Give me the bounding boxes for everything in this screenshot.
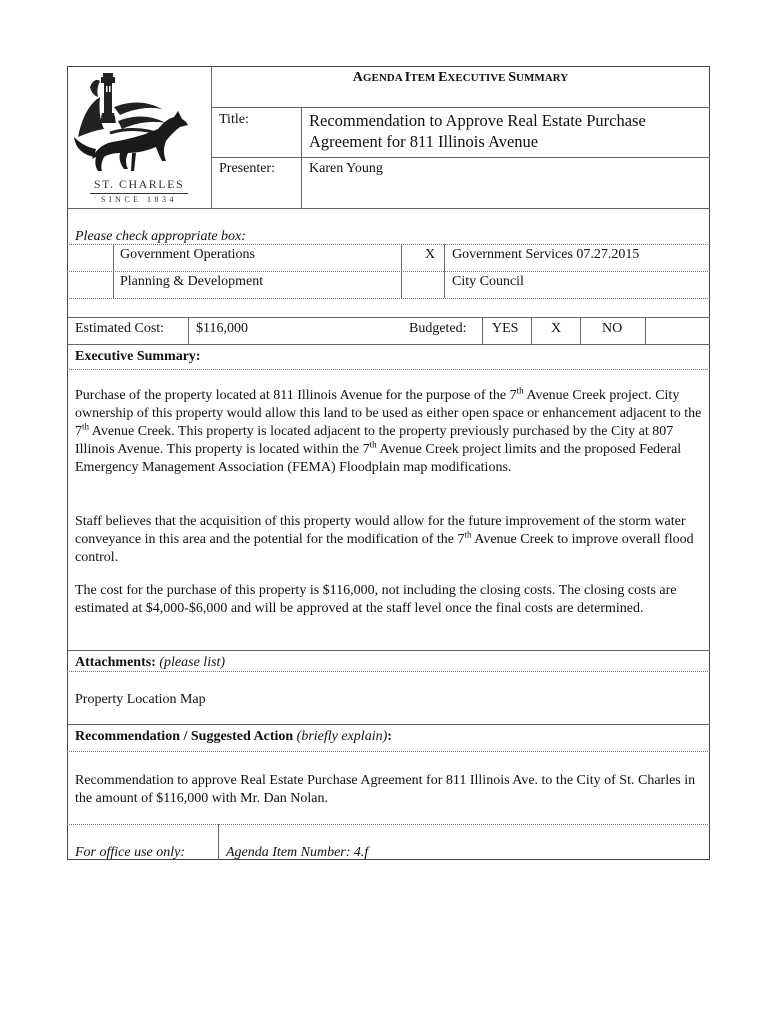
option-city-council: City Council	[452, 274, 524, 289]
presenter-value: Karen Young	[309, 161, 383, 176]
recommendation-text: Recommendation to approve Real Estate Purchase Agreement for 811 Illinois Ave. to the City of St. Charles in the amount of $116,000 with Mr. Dan Nolan.	[75, 773, 696, 806]
budgeted-no-label: NO	[602, 321, 623, 336]
executive-summary-paragraph-3: The cost for the purchase of this property is $116,000, not including the closing costs. The closing costs are estimated at $4,000-$6,000 and will be approved at the staff level once the final costs are determined.	[75, 583, 677, 616]
agenda-item-number: Agenda Item Number: 4.f	[226, 845, 369, 860]
logo-since: SINCE 1834	[100, 195, 178, 204]
presenter-label: Presenter:	[219, 161, 275, 176]
estimated-cost-value: $116,000	[196, 321, 248, 336]
executive-summary-paragraph-2: Staff believes that the acquisition of this property would allow for the future improvement of the storm water conveyance in this area and the potential for the modification of the 7th Avenue Creek to improve overall flood control.	[75, 514, 694, 565]
budgeted-yes-mark[interactable]: X	[551, 321, 562, 336]
estimated-cost-label: Estimated Cost:	[75, 321, 165, 336]
logo-city-name: ST. CHARLES	[93, 177, 185, 191]
executive-summary-heading: Executive Summary:	[75, 349, 201, 364]
form-title: AGENDA ITEM EXECUTIVE SUMMARY	[352, 70, 569, 85]
fox-tower-emblem-icon	[70, 67, 208, 175]
title-value-line2: Agreement for 811 Illinois Avenue	[309, 132, 539, 151]
st-charles-logo	[70, 67, 208, 207]
budgeted-yes-label: YES	[492, 321, 519, 336]
title-label: Title:	[219, 112, 249, 127]
executive-summary-paragraph-1: Purchase of the property located at 811 Illinois Avenue for the purpose of the 7th Avenue Creek project. City ownership of this property would allow this land to be used as either open space or enhancement adjacent to the 7th Avenue Creek. This property is located adjacent to the property previously purchased by the City at 807 Illinois Avenue. This property is located within the 7th Avenue Creek project limits and the proposed Federal Emergency Management Association (FEMA) Floodplain map modifications.	[75, 385, 702, 475]
budgeted-label: Budgeted:	[409, 321, 467, 336]
office-use-label: For office use only:	[75, 845, 186, 860]
title-value-line1: Recommendation to Approve Real Estate Purchase	[309, 111, 646, 130]
check-box-prompt: Please check appropriate box:	[75, 229, 246, 244]
option-government-services: Government Services 07.27.2015	[452, 247, 640, 262]
logo-divider-line	[211, 66, 212, 208]
option-planning-development: Planning & Development	[120, 274, 264, 289]
attachments-heading: Attachments: (please list)	[75, 655, 226, 670]
option-government-operations: Government Operations	[120, 247, 255, 262]
option-mark-x[interactable]: X	[425, 247, 436, 262]
attachments-value: Property Location Map	[75, 692, 206, 707]
recommendation-heading: Recommendation / Suggested Action (briefly explain):	[75, 729, 392, 744]
logo-divider	[90, 193, 188, 194]
